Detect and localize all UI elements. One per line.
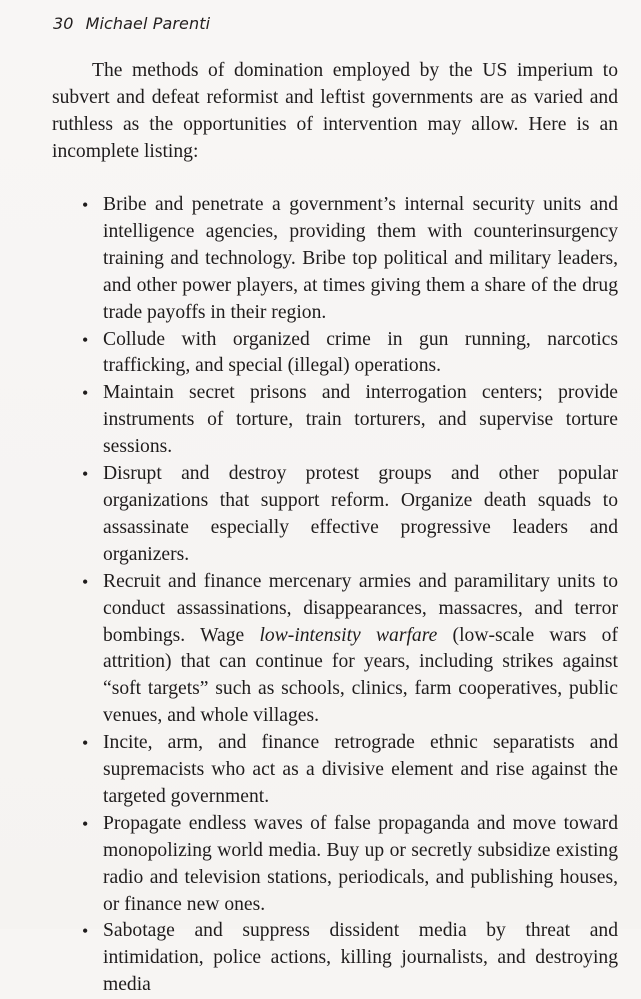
- emphasized-term: low-intensity warfare: [259, 624, 438, 646]
- list-item-text: Collude with organized crime in gun running, narcotics trafficking, and special (illegal) operations.: [103, 328, 618, 377]
- list-item: [82, 327, 618, 381]
- bullet-icon: •: [82, 921, 89, 942]
- list-item-text: Propagate endless waves of false propaganda and move toward monopolizing world media. Buy up or secretly subsidize existing radio and television stations, periodicals, and publishing houses, or finance new ones.: [103, 812, 618, 915]
- page-number: 30: [53, 14, 74, 33]
- list-item-text: Disrupt and destroy protest groups and other popular organizations that support reform. Organize death squads to assassinate especially effective progressive leaders and organizers.: [103, 463, 618, 565]
- author-name: Michael Parenti: [85, 14, 211, 33]
- list-item: [82, 811, 618, 919]
- list-item: [82, 192, 618, 327]
- list-item-text: Maintain secret prisons and interrogation centers; provide instruments of torture, train torturers, and supervise torture sessions.: [103, 382, 618, 458]
- bullet-icon: •: [82, 733, 89, 754]
- list-item: [82, 730, 618, 811]
- list-item-text: Bribe and penetrate a government’s internal security units and intelligence agencies, providing them with counterinsurgency training and technology. Bribe top political and military leaders, and other power players, at times giving them a share of the drug trade payoffs in their region.: [103, 194, 618, 323]
- list-item-text-end: (low-scale wars of attrition) that can continue for years, including strikes against “soft targets” such as schools, clinics, farm cooperatives, public venues, and whole villages.: [103, 624, 618, 727]
- running-header: [53, 14, 210, 33]
- bullet-icon: •: [82, 571, 89, 592]
- bullet-icon: •: [82, 383, 89, 404]
- list-item: [82, 461, 618, 569]
- list-item-text-start: Recruit and finance mercenary armies and paramilitary units to conduct assassinations, disappearances, massacres, and terror bombings. Wage: [103, 570, 618, 646]
- list-item-text: Incite, arm, and finance retrograde ethnic separatists and supremacists who act as a divisive element and rise against the targeted government.: [103, 732, 618, 807]
- list-item: [82, 569, 618, 730]
- list-item: [82, 918, 618, 999]
- bullet-icon: •: [82, 195, 89, 215]
- bullet-icon: •: [82, 464, 89, 485]
- intro-paragraph: The methods of domination employed by the US imperium to subvert and defeat reformist and leftist governments are as varied and ruthless as the opportunities of intervention may allow. Here is an incomplete listing:: [52, 60, 618, 162]
- bullet-icon: •: [82, 329, 89, 350]
- bullet-list: [82, 192, 618, 999]
- list-item: [82, 380, 618, 461]
- bullet-icon: •: [82, 813, 89, 834]
- list-item-text: Sabotage and suppress dissident media by threat and intimidation, police actions, killing journalists, and destroying media: [103, 920, 618, 996]
